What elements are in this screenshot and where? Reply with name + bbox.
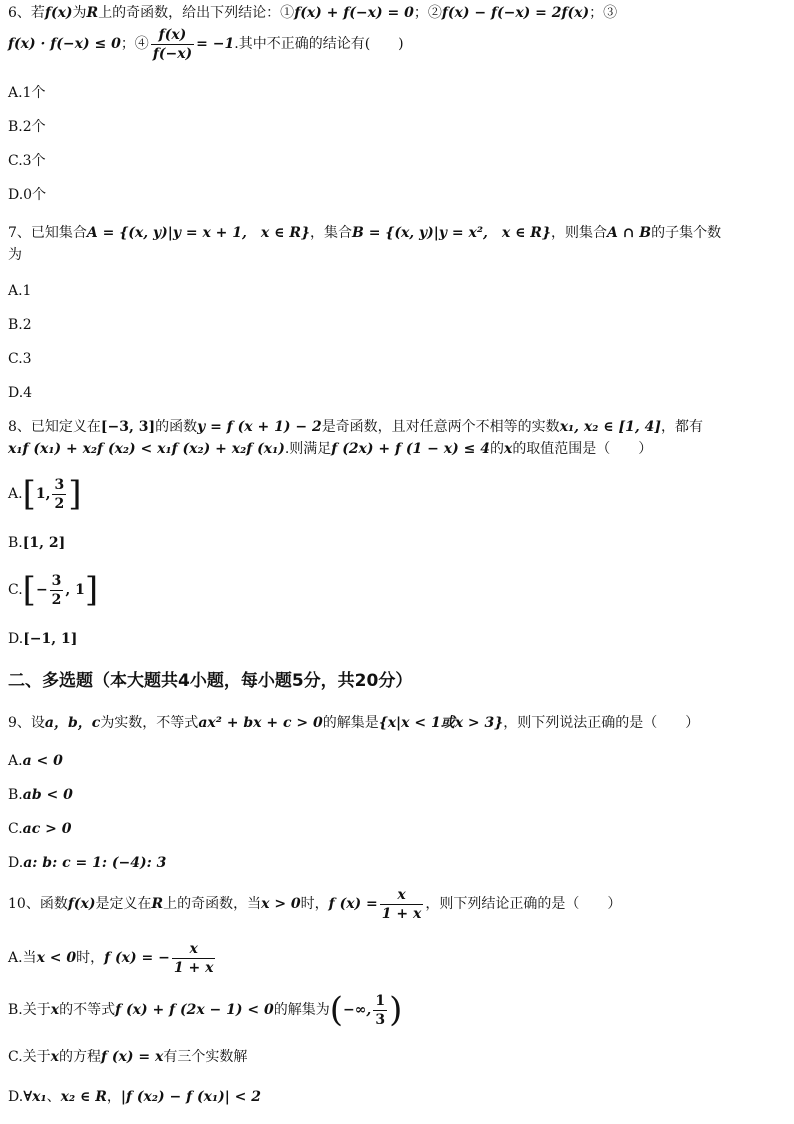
q8-vars: x₁, x₂ ∈ [1, 4] <box>559 419 661 435</box>
q10-option-b-num: 1 <box>375 992 386 1009</box>
left-paren: ( <box>329 990 344 1030</box>
q8-text6: 的取值范围是（ ） <box>512 441 653 457</box>
q8-option-c-den: 2 <box>51 591 62 608</box>
q10-option-b <box>8 990 784 1030</box>
q8-option-a-fraction <box>52 476 66 513</box>
q10-condition: x > 0 <box>261 896 301 912</box>
q10-option-a-pre: A.当 <box>8 950 37 966</box>
q10-option-d-forall: ∀x₁ <box>23 1089 47 1105</box>
q8-option-d <box>8 628 784 650</box>
q9-option-d-label: D. <box>8 855 24 871</box>
q7-option-d: D.4 <box>8 385 33 401</box>
q8-option-d-value: [−1, 1] <box>23 631 78 647</box>
q6-option-d: D.0个 <box>8 187 47 203</box>
q10-option-a-num: x <box>172 940 216 959</box>
q8-option-c <box>8 570 784 610</box>
q8-condition: f (2x) + f (1 − x) ≤ 4 <box>331 441 490 457</box>
q9-option-b-value: ab < 0 <box>22 787 73 803</box>
q10-option-b-fraction <box>373 992 387 1029</box>
q10-option-b-inequality: f (x) + f (2x − 1) < 0 <box>115 1002 274 1018</box>
q10-option-b-text2: 的解集为 <box>273 1002 330 1018</box>
q8-option-c-num: 3 <box>51 572 62 589</box>
q10-option-c-x: x <box>50 1049 60 1065</box>
q8-option-b <box>8 532 784 554</box>
q9-option-a-label: A. <box>8 753 23 769</box>
right-paren: ) <box>389 990 403 1030</box>
q8-text1: 的函数 <box>155 419 198 435</box>
q10-option-b-den: 3 <box>375 1011 386 1028</box>
q7-intersection: A ∩ B <box>606 225 652 241</box>
q10-option-c <box>8 1046 784 1068</box>
q10-fx: f(x) <box>67 896 96 912</box>
q9-option-c <box>8 818 784 840</box>
q9-option-d <box>8 852 784 874</box>
q10-stem <box>8 884 784 924</box>
q10-option-a-text: 时， <box>76 950 105 966</box>
q9-option-d-value: a: b: c = 1: (−4): 3 <box>23 855 167 871</box>
q10-option-c-text2: 有三个实数解 <box>163 1049 248 1065</box>
q8-option-a-label: A. <box>8 486 23 502</box>
q9-solution-set: {x|x < 1或x > 3} <box>378 715 504 731</box>
q10-text3: 时， <box>300 896 329 912</box>
q10-option-a-den: 1 + x <box>173 959 214 976</box>
q6-option-a: A.1个 <box>8 85 46 101</box>
q10-option-d-inequality: |f (x₂) − f (x₁)| < 2 <box>120 1089 262 1105</box>
q6-text3: ；② <box>413 5 442 21</box>
q9-option-b-label: B. <box>8 787 23 803</box>
q10-option-c-text: 的方程 <box>59 1049 102 1065</box>
q9-text2: 的解集是 <box>322 715 379 731</box>
q6-text1: 为 <box>72 5 87 21</box>
q6-c4-denominator: f(−x) <box>152 45 193 62</box>
q8-option-a-den: 2 <box>54 495 65 512</box>
q10-option-b-pre: B.关于 <box>8 1002 51 1018</box>
q7-stem-line1 <box>8 222 784 244</box>
q10-option-b-text: 的不等式 <box>59 1002 116 1018</box>
q8-stem-line1 <box>8 416 784 438</box>
left-bracket: [ <box>22 474 36 514</box>
q10-option-a-lhs: f (x) = − <box>104 950 170 966</box>
q10-den: 1 + x <box>381 905 422 922</box>
q8-option-b-value: [1, 2] <box>22 535 66 551</box>
q8-inequality: x₁f (x₁) + x₂f (x₂) < x₁f (x₂) + x₂f (x₁) <box>8 441 285 457</box>
q10-R: R <box>151 896 164 912</box>
q8-text3: ，都有 <box>660 419 703 435</box>
section-heading-multiple-choice: 二、多选题（本大题共4小题，每小题5分，共20分） <box>8 671 413 691</box>
q10-option-d-text2: ， <box>106 1089 121 1105</box>
q6-stem-line1 <box>8 2 784 24</box>
q9-vars: a，b，c <box>44 715 101 731</box>
q7-set-a: A = {(x, y)|y = x + 1, x ∈ R} <box>86 225 310 241</box>
q10-option-d-pre: D. <box>8 1089 24 1105</box>
q8-option-d-label: D. <box>8 631 24 647</box>
q9-option-c-label: C. <box>8 821 23 837</box>
q9-option-a <box>8 750 784 772</box>
q10-option-a-fraction <box>172 940 216 977</box>
q6-text2: 上的奇函数，给出下列结论：① <box>98 5 295 21</box>
q9-text3: ，则下列说法正确的是（ ） <box>503 715 700 731</box>
q8-text4: .则满足 <box>284 441 332 457</box>
q8-option-a-left: 1, <box>35 486 51 502</box>
q10-option-a-cond: x < 0 <box>36 950 77 966</box>
q8-option-a-num: 3 <box>54 476 65 493</box>
q8-option-c-label: C. <box>8 582 23 598</box>
q9-text1: 为实数，不等式 <box>100 715 199 731</box>
q7-text3: 的子集个数 <box>651 225 722 241</box>
q6-conclusion-2: f(x) − f(−x) = 2f(x) <box>441 5 590 21</box>
q7-set-b: B = {(x, y)|y = x², x ∈ R} <box>352 225 551 241</box>
left-bracket: [ <box>22 570 36 610</box>
q6-c4-numerator: f(x) <box>151 26 194 45</box>
q7-stem-line2: 为 <box>8 247 22 263</box>
q9-option-c-value: ac > 0 <box>22 821 72 837</box>
q9-option-a-value: a < 0 <box>22 753 63 769</box>
q8-stem-line2 <box>8 438 784 460</box>
q10-option-b-left: −∞, <box>343 1002 372 1018</box>
q10-option-b-x: x <box>50 1002 60 1018</box>
q8-text2: 是奇函数，且对任意两个不相等的实数 <box>321 419 560 435</box>
q8-option-c-right: , 1 <box>65 582 85 598</box>
q6-number: 6、若 <box>8 5 45 21</box>
q10-num: x <box>380 886 424 905</box>
q10-fraction <box>380 886 424 923</box>
q8-function: y = f (x + 1) − 2 <box>197 419 322 435</box>
q7-option-a: A.1 <box>8 283 32 299</box>
right-bracket: ] <box>84 570 99 610</box>
q9-option-b <box>8 784 784 806</box>
q6-fx: f(x) <box>44 5 73 21</box>
q9-number: 9、设 <box>8 715 45 731</box>
q6-conclusion-1: f(x) + f(−x) = 0 <box>294 5 414 21</box>
q6-option-b: B.2个 <box>8 119 46 135</box>
q10-option-a <box>8 938 784 978</box>
q10-text4: ，则下列结论正确的是（ ） <box>425 896 622 912</box>
q10-option-d-x2: x₂ ∈ R <box>60 1089 107 1105</box>
q7-number: 7、已知集合 <box>8 225 87 241</box>
q10-text1: 是定义在 <box>95 896 152 912</box>
q8-x: x <box>503 441 513 457</box>
q8-number: 8、已知定义在 <box>8 419 101 435</box>
q7-option-c: C.3 <box>8 351 32 367</box>
q6-stem-line2 <box>8 24 784 64</box>
q6-text4: ；③ <box>589 5 618 21</box>
q10-option-c-equation: f (x) = x <box>101 1049 164 1065</box>
q6-text6: .其中不正确的结论有( ) <box>234 36 404 52</box>
q7-text2: ，则集合 <box>550 225 607 241</box>
q6-option-c: C.3个 <box>8 153 46 169</box>
q6-c4-rhs: = −1 <box>196 36 235 52</box>
q8-option-a <box>8 474 784 514</box>
q10-text2: 上的奇函数，当 <box>163 896 262 912</box>
q10-option-d <box>8 1086 784 1108</box>
q7-text1: ，集合 <box>310 225 352 241</box>
q9-stem <box>8 712 784 734</box>
q7-option-b: B.2 <box>8 317 32 333</box>
q8-option-c-left: − <box>35 582 48 598</box>
q10-option-c-pre: C.关于 <box>8 1049 51 1065</box>
q10-number: 10、函数 <box>8 896 68 912</box>
q6-conclusion-4-fraction <box>151 26 194 63</box>
q9-inequality: ax² + bx + c > 0 <box>198 715 323 731</box>
q10-lhs: f (x) = <box>328 896 378 912</box>
q10-option-d-text: 、 <box>46 1089 61 1105</box>
q8-interval: [−3, 3] <box>100 419 156 435</box>
q8-option-b-label: B. <box>8 535 23 551</box>
q6-R: R <box>86 5 99 21</box>
q6-text5: ；④ <box>120 36 149 52</box>
right-bracket: ] <box>68 474 82 514</box>
q6-conclusion-3: f(x) · f(−x) ≤ 0 <box>8 36 121 52</box>
q8-text5: 的 <box>489 441 504 457</box>
q8-option-c-fraction <box>50 572 64 609</box>
